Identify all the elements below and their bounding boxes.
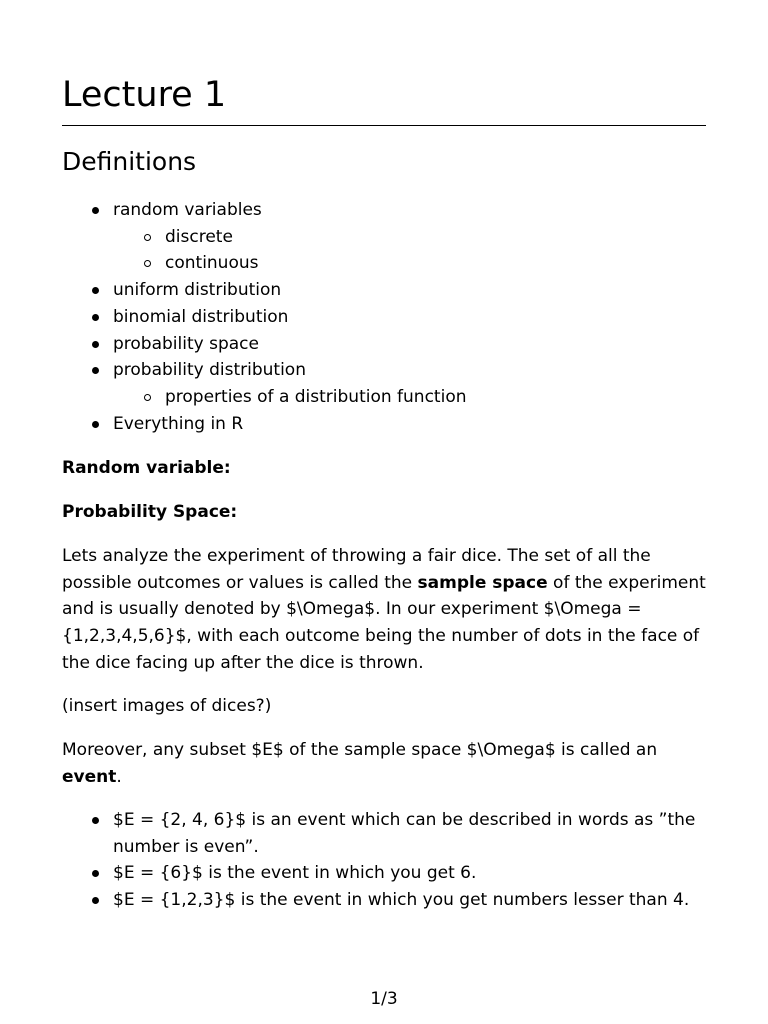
sub-list-item: properties of a distribution function	[62, 384, 706, 411]
page-number: 1/3	[370, 989, 398, 1009]
definitions-list	[62, 197, 706, 437]
list-item: probability space	[62, 331, 706, 358]
events-list	[62, 807, 706, 914]
list-item: Everything in R	[62, 411, 706, 438]
sample-space-paragraph	[62, 543, 706, 677]
event-term: event	[62, 766, 117, 787]
paragraph-text: .	[116, 766, 122, 787]
list-item: uniform distribution	[62, 277, 706, 304]
random-variable-heading	[62, 455, 706, 482]
event-paragraph	[62, 737, 706, 790]
sub-list-item: continuous	[62, 250, 706, 277]
title-divider	[62, 125, 706, 126]
list-item: $E = {2, 4, 6}$ is an event which can be described in words as ”the number is even”.	[62, 807, 706, 860]
list-item: binomial distribution	[62, 304, 706, 331]
paragraph-text: Moreover, any subset $E$ of the sample space $\Omega$ is called an	[62, 740, 658, 760]
probability-space-label: Probability Space:	[62, 502, 238, 522]
list-item: probability distribution	[62, 357, 706, 384]
sample-space-term: sample space	[417, 572, 548, 593]
paragraph-text: Lets analyze the experiment of throwing a fair dice. The set of all the possible outcomes or values is called the	[62, 546, 651, 593]
random-variable-label: Random variable:	[62, 458, 231, 478]
sub-list-item: discrete	[62, 224, 706, 251]
list-item: $E = {6}$ is the event in which you get 6.	[62, 860, 706, 887]
list-item: $E = {1,2,3}$ is the event in which you get numbers lesser than 4.	[62, 887, 706, 914]
probability-space-heading	[62, 499, 706, 526]
note-paragraph: (insert images of dices?)	[62, 696, 272, 716]
paragraph-text: of the experiment and is usually denoted by $\Omega$. In our experiment $\Omega = {1,2,3,4,5,6}$, with each outcome being the number of dots in the face of the dice facing up after the dice is thrown.	[62, 572, 706, 673]
section-heading-definitions: Definitions	[62, 147, 197, 176]
list-item: random variables	[62, 197, 706, 224]
page-title: Lecture 1	[62, 75, 227, 115]
